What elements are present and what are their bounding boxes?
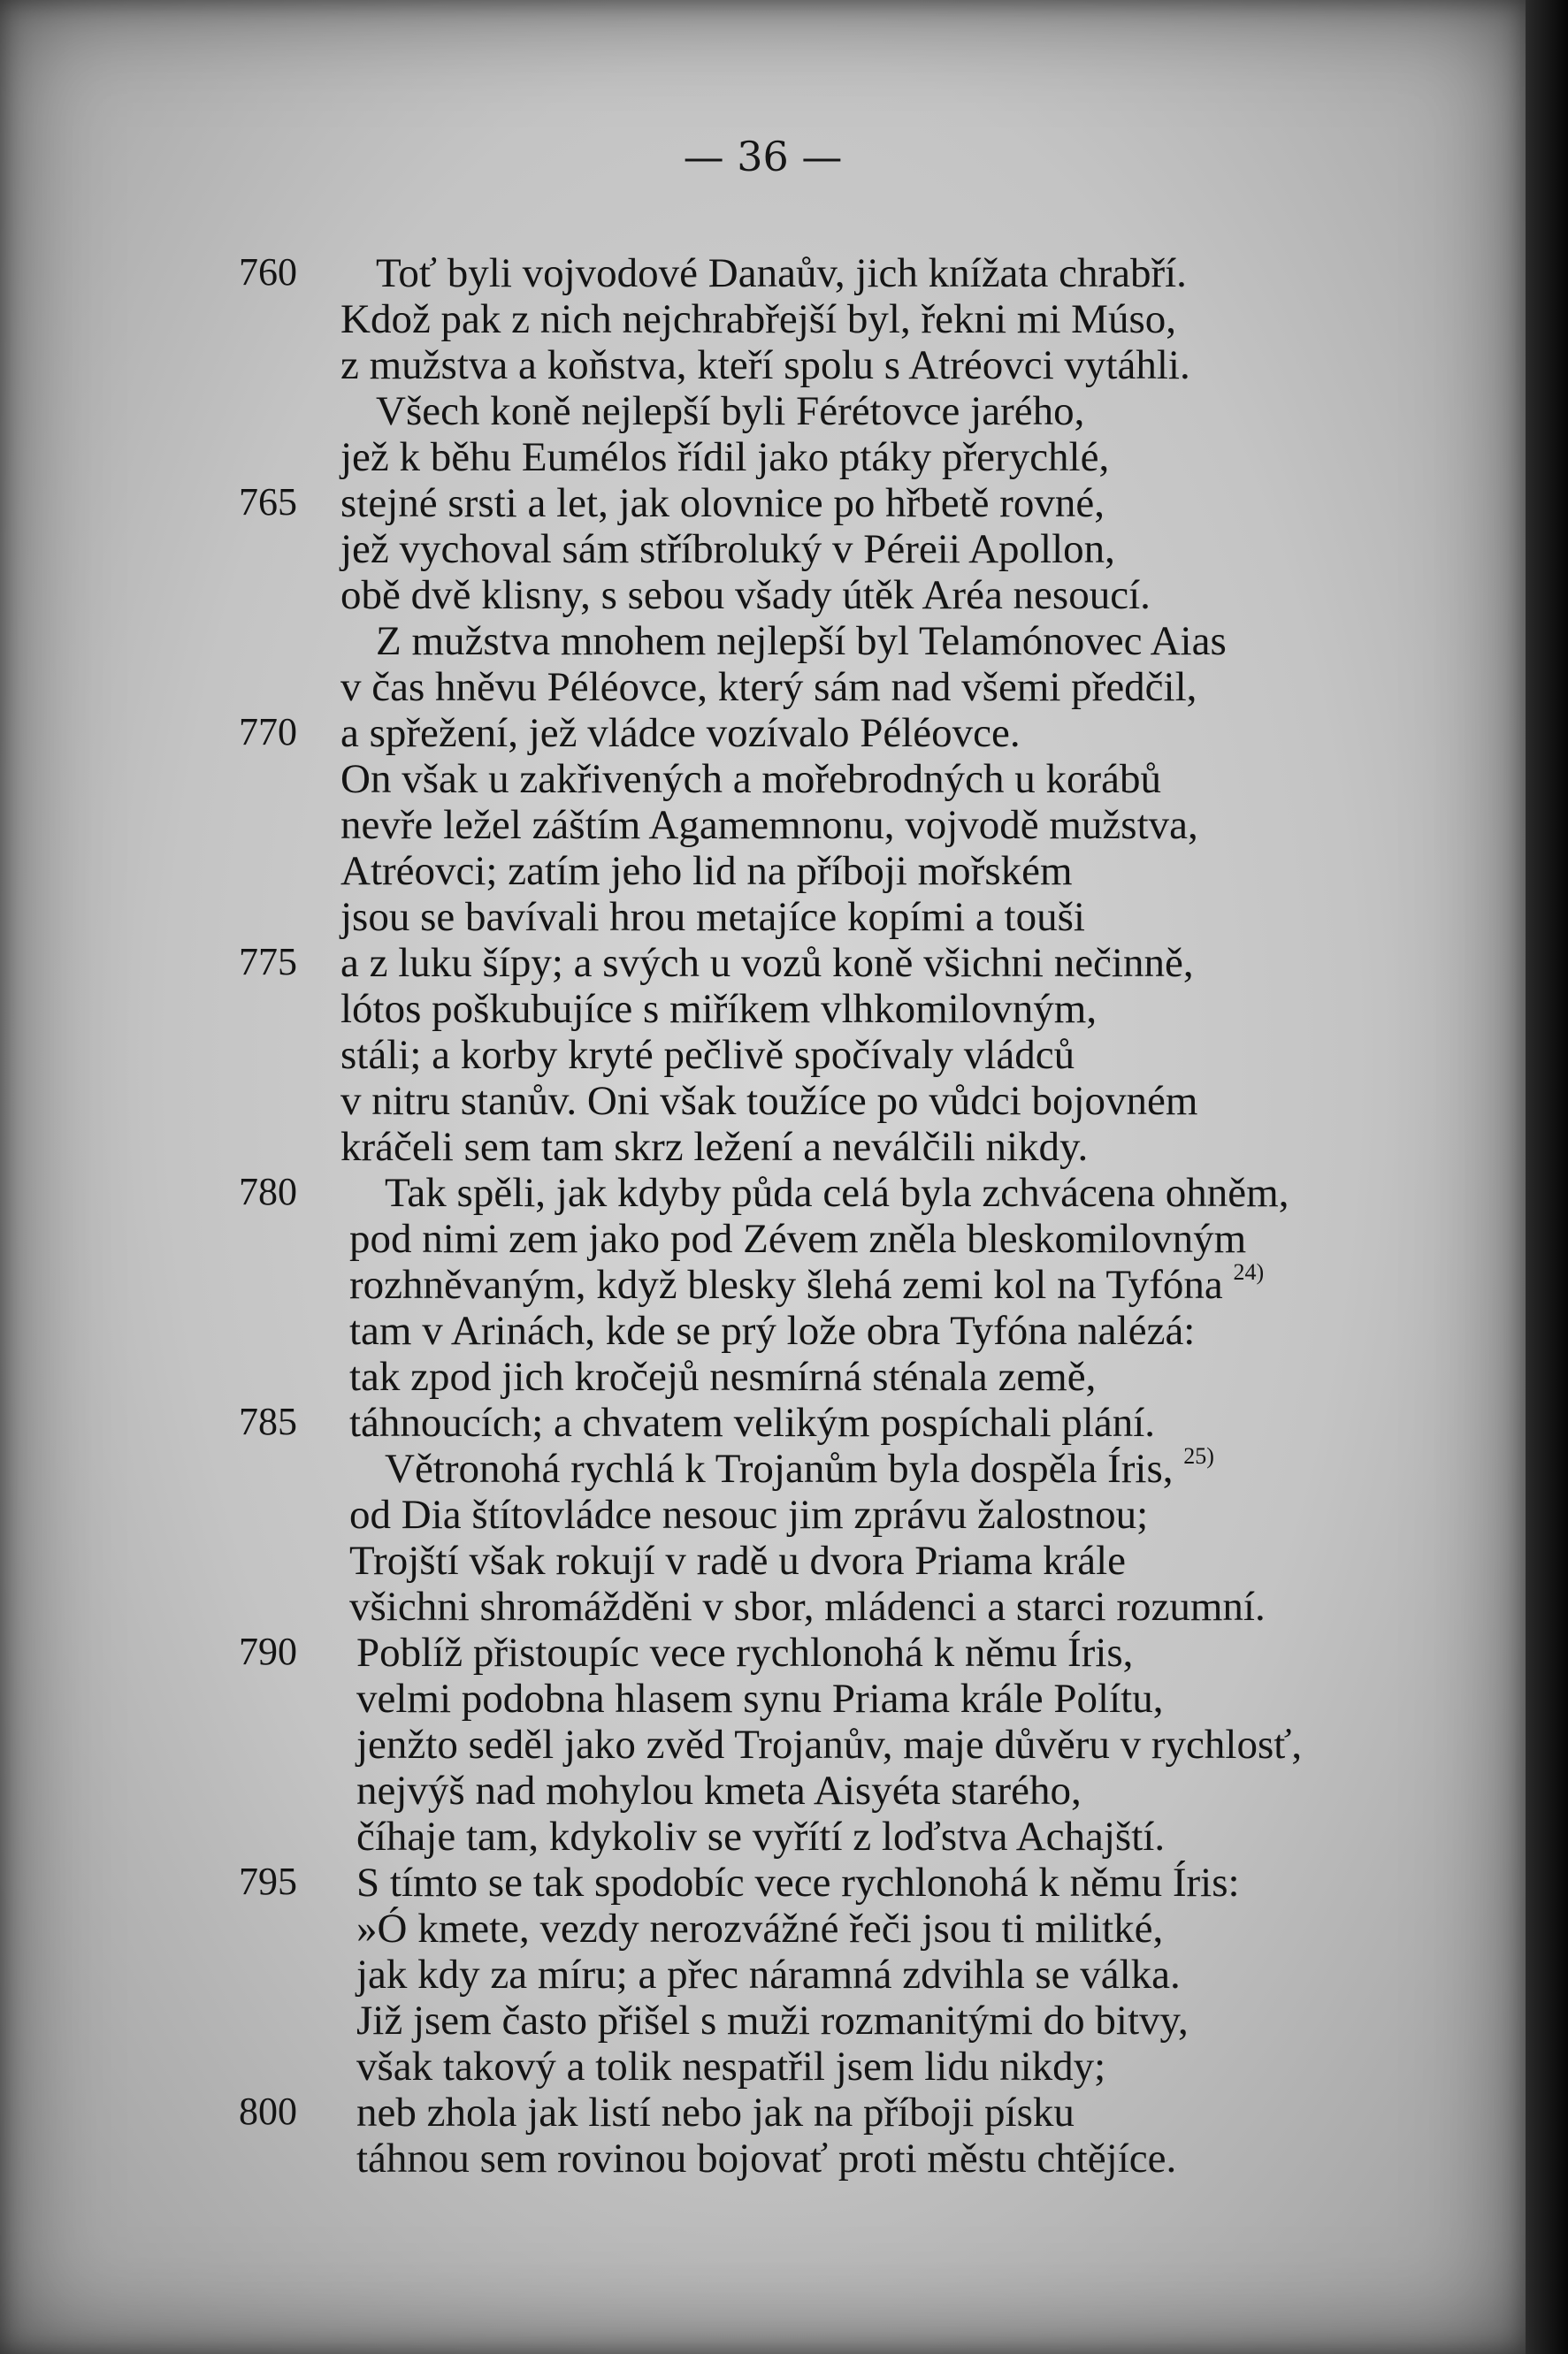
line-content: velmi podobna hlasem synu Priama krále Polítu, xyxy=(356,1676,1164,1722)
line-content: Poblíž přistoupíc vece rychlonohá k němu Íris, xyxy=(356,1630,1134,1676)
line-content: a z luku šípy; a svých u vozů koně všichni nečinně, xyxy=(340,940,1194,986)
line-content: »Ó kmete, vezdy nerozvážné řeči jsou ti militké, xyxy=(356,1906,1164,1952)
line-content: Atréovci; zatím jeho lid na příboji mořském xyxy=(340,848,1073,894)
line-content: táhnou sem rovinou bojovať proti městu chtějíce. xyxy=(356,2136,1177,2182)
line-text xyxy=(356,1905,1163,1953)
line-number: 770 xyxy=(239,710,297,753)
line-text xyxy=(340,525,1115,573)
poem-line xyxy=(0,1353,1526,1399)
line-text xyxy=(340,479,1105,527)
line-text xyxy=(340,1123,1088,1171)
line-text xyxy=(356,2043,1105,2090)
line-content: stáli; a korby kryté pečlivě spočívaly vládců xyxy=(340,1032,1075,1078)
poem-line xyxy=(0,1031,1526,1077)
line-text xyxy=(340,1077,1197,1125)
line-text xyxy=(340,847,1073,895)
line-number: 775 xyxy=(239,940,297,983)
poem-line xyxy=(0,1215,1526,1261)
poem-line xyxy=(0,1721,1526,1767)
poem-line xyxy=(0,341,1526,387)
line-text xyxy=(349,1399,1155,1447)
line-text xyxy=(356,1813,1165,1861)
line-content: lótos poškubujíce s miříkem vlhkomilovným, xyxy=(340,986,1098,1032)
line-content: S tímto se tak spodobíc vece rychlonohá k němu Íris: xyxy=(356,1860,1240,1906)
poem-line xyxy=(0,1445,1526,1491)
poem-line xyxy=(0,433,1526,479)
poem-line xyxy=(0,2043,1526,2089)
line-content: stejné srsti a let, jak olovnice po hřbetě rovné, xyxy=(340,480,1105,526)
poem-line xyxy=(0,2089,1526,2135)
line-content: kráčeli sem tam skrz ležení a neválčili nikdy. xyxy=(340,1124,1089,1170)
line-text xyxy=(340,1031,1075,1079)
line-content: číhaje tam, kdykoliv se vyřítí z loďstva Achajští. xyxy=(356,1814,1166,1860)
poem-line xyxy=(0,1077,1526,1123)
line-text xyxy=(349,1307,1195,1355)
line-number: 765 xyxy=(239,480,297,524)
line-text xyxy=(349,1353,1096,1401)
line-text xyxy=(356,2089,1075,2136)
poem-line xyxy=(0,249,1526,295)
line-text xyxy=(340,295,1176,343)
line-text xyxy=(349,1491,1148,1539)
poem-line xyxy=(0,1583,1526,1629)
poem-line xyxy=(0,893,1526,939)
poem-line xyxy=(0,295,1526,341)
poem-line xyxy=(0,571,1526,617)
line-text xyxy=(340,985,1097,1033)
line-text xyxy=(349,1583,1266,1631)
poem-line xyxy=(0,617,1526,663)
poem-line xyxy=(0,1859,1526,1905)
line-number: 780 xyxy=(239,1170,297,1213)
line-content: Trojští však rokují v radě u dvora Priama krále xyxy=(349,1538,1127,1584)
line-content: z mužstva a koňstva, kteří spolu s Atréovci vytáhli. xyxy=(340,342,1190,388)
line-content: tam v Arinách, kde se prý lože obra Tyfóna nalézá: xyxy=(349,1308,1196,1354)
line-content: jenžto seděl jako zvěd Trojanův, maje důvěru v rychlosť, xyxy=(356,1722,1303,1768)
line-content: nejvýš nad mohylou kmeta Aisyéta starého, xyxy=(356,1768,1082,1814)
line-content: Již jsem často přišel s muži rozmanitými do bitvy, xyxy=(356,1998,1189,2044)
line-text xyxy=(356,1951,1181,1999)
line-content: v nitru stanův. Oni však toužíce po vůdci bojovném xyxy=(340,1078,1198,1124)
poem-line xyxy=(0,985,1526,1031)
poem-line xyxy=(0,1813,1526,1859)
line-content: jež vychoval sám stříbroluký v Péreii Apollon, xyxy=(340,526,1115,572)
line-text xyxy=(356,2135,1176,2182)
line-text xyxy=(349,1537,1126,1585)
line-text xyxy=(349,1261,1264,1309)
line-content: však takový a tolik nespatřil jsem lidu nikdy; xyxy=(356,2044,1106,2090)
poem-line xyxy=(0,1537,1526,1583)
line-content: Z mužstva mnohem nejlepší byl Telamónovec Aias xyxy=(376,618,1227,664)
poem-line xyxy=(0,1675,1526,1721)
poem-line xyxy=(0,1307,1526,1353)
line-content: rozhněvaným, když blesky šlehá zemi kol na Tyfóna xyxy=(349,1262,1223,1308)
line-text xyxy=(356,1859,1240,1907)
line-content: táhnoucích; a chvatem velikým pospíchali plání. xyxy=(349,1400,1156,1446)
line-number: 795 xyxy=(239,1860,297,1903)
line-text xyxy=(340,571,1151,619)
poem-line xyxy=(0,1997,1526,2043)
poem-line xyxy=(0,1169,1526,1215)
poem-line xyxy=(0,1399,1526,1445)
poem-line xyxy=(0,755,1526,801)
poem-line xyxy=(0,1767,1526,1813)
line-text xyxy=(340,893,1085,941)
poem-line xyxy=(0,847,1526,893)
poem-line xyxy=(0,525,1526,571)
line-content: Kdož pak z nich nejchrabřejší byl, řekni mi Músо, xyxy=(340,296,1176,342)
poem-line xyxy=(0,801,1526,847)
poem-line xyxy=(0,1491,1526,1537)
line-text xyxy=(340,433,1109,481)
footnote-marker: 24) xyxy=(1233,1259,1265,1285)
page-number: — 36 — xyxy=(683,133,843,180)
line-content: pod nimi zem jako pod Zévem zněla bleskomilovným xyxy=(349,1216,1247,1262)
line-content: Všech koně nejlepší byli Férétovce jarého, xyxy=(376,388,1085,434)
line-number: 760 xyxy=(239,250,297,294)
line-content: všichni shromážděni v sbor, mládenci a starci rozumní. xyxy=(349,1584,1266,1630)
line-content: obě dvě klisny, s sebou všady útěk Aréa nesoucí. xyxy=(340,572,1151,618)
line-text xyxy=(356,1629,1133,1677)
line-content: jsou se bavívali hrou metajíce kopími a touši xyxy=(340,894,1085,940)
line-number: 790 xyxy=(239,1630,297,1673)
line-text xyxy=(340,341,1190,389)
line-text xyxy=(340,663,1197,711)
line-text xyxy=(376,617,1227,665)
poem-line xyxy=(0,479,1526,525)
line-content: Větronohá rychlá k Trojanům byla dospěla Íris, xyxy=(385,1446,1174,1492)
line-text xyxy=(376,387,1084,435)
line-content: Tak spěli, jak kdyby půda celá byla zchvácena ohněm, xyxy=(385,1170,1289,1216)
line-number: 785 xyxy=(239,1400,297,1443)
line-content: On však u zakřivených a mořebrodných u korábů xyxy=(340,756,1161,802)
line-text xyxy=(340,801,1198,849)
page-edge-shadow xyxy=(1526,0,1568,2354)
poem-line xyxy=(0,1123,1526,1169)
poem-line xyxy=(0,2135,1526,2181)
line-content: tak zpod jich kročejů nesmírná sténala země, xyxy=(349,1354,1097,1400)
line-text xyxy=(385,1445,1214,1493)
poem-line xyxy=(0,387,1526,433)
poem-line xyxy=(0,1261,1526,1307)
poem-line xyxy=(0,939,1526,985)
line-content: jež k běhu Eumélos řídil jako ptáky přerychlé, xyxy=(340,434,1110,480)
line-text xyxy=(356,1767,1082,1815)
line-content: neb zhola jak listí nebo jak na příboji písku xyxy=(356,2090,1075,2136)
line-text xyxy=(340,709,1021,757)
line-content: nevře ležel záštím Agamemnonu, vojvodě mužstva, xyxy=(340,802,1198,848)
poem-line xyxy=(0,1905,1526,1951)
line-content: jak kdy za míru; a přec náramná zdvihla se válka. xyxy=(356,1952,1181,1998)
line-number: 800 xyxy=(239,2090,297,2133)
line-content: v čas hněvu Péléovce, který sám nad všemi předčil, xyxy=(340,664,1197,710)
line-text xyxy=(356,1997,1189,2044)
poem-line xyxy=(0,1951,1526,1997)
poem-line xyxy=(0,709,1526,755)
line-text xyxy=(385,1169,1289,1217)
line-text xyxy=(340,755,1161,803)
line-text xyxy=(340,939,1194,987)
footnote-marker: 25) xyxy=(1183,1443,1214,1469)
line-text xyxy=(356,1675,1163,1723)
poem-line xyxy=(0,1629,1526,1675)
line-content: Toť byli vojvodové Danaův, jich knížata chrabří. xyxy=(376,250,1187,296)
line-text xyxy=(356,1721,1302,1769)
line-text xyxy=(349,1215,1246,1263)
line-content: od Dia štítovládce nesouc jim zprávu žalostnou; xyxy=(349,1492,1149,1538)
line-content: a spřežení, jež vládce vozívalo Péléovce. xyxy=(340,710,1021,756)
poem-line xyxy=(0,663,1526,709)
line-text xyxy=(376,249,1187,297)
